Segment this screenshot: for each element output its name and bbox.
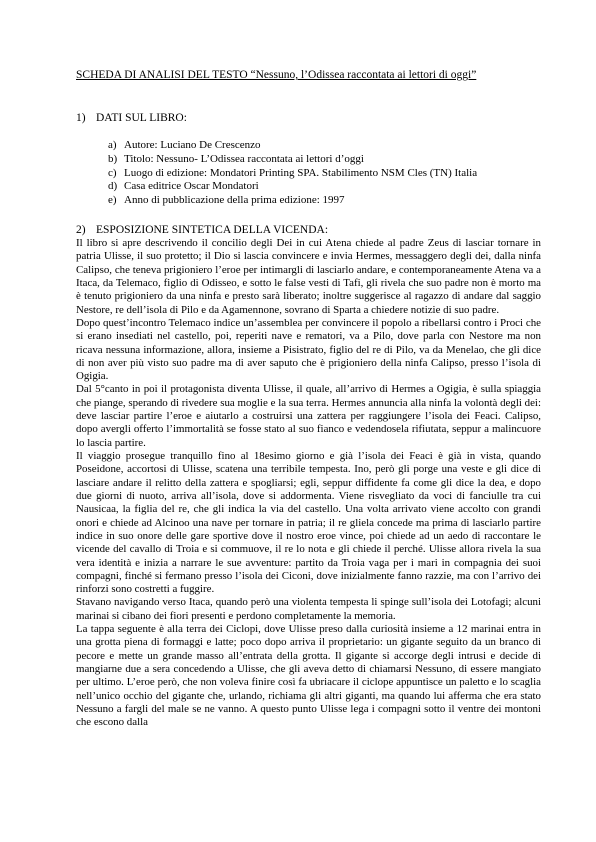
paragraph: La tappa seguente è alla terra dei Ciclopi, dove Ulisse preso dalla curiosità insieme a 12 marinai entra in una grotta piena di formaggi e latte; poco dopo arriva il proprietario: un gigante seguito da un branco di pecore e mette un grande masso all’entrata della grotta. Il gigante si accorge degli intrusi e decide di mangiarne due a sera concedendo a Ulisse, che gli aveva detto di chiamarsi Nessuno, di essere mangiato per ultimo. L’eroe però, che non voleva finire così fa ubriacare il ciclope appuntisce un paletto e lo scaglia nell’unico occhio del gigante che, urlando, richiama gli altri giganti, ma quando lui afferma che era stato Nessuno a fargli del male se ne vanno. A questo punto Ulisse lega i compagni sotto il ventre dei montoni che escono dalla [76, 623, 541, 729]
paragraph: Il viaggio prosegue tranquillo fino al 18esimo giorno e già l’isola dei Feaci è già in vista, quando Poseidone, accortosi di Ulisse, scatena una terribile tempesta. Ino, però gli porge una veste e gli dice di lasciare andare il relitto della zattera e spogliarsi; egli, seppur diffidente fa come gli dice la dea, e dopo due giorni di nuoto, arriva all’isola, dove si addormenta. Viene risvegliato da voci di fanciulle tra cui Nausicaa, la figlia del re, che gli indica la via del castello. Una volta arrivato viene accolto con grandi onori e chiede ad Alcinoo una nave per tornare in patria; il re gliela concede ma prima di lasciarlo partire indice in suo onore delle gare sportive dove il nostro eroe vince, poi chiede ad un aedo di raccontare le vicende del cavallo di Troia e si commuove, il re lo nota e gli chiede il perché. Ulisse allora rivela la sua vera identità e inizia a narrare le sue avventure: partito da Troia vaga per i mari in compagnia dei suoi compagni, finché si fermano presso l’isola dei Ciconi, dove inizialmente fanno razzie, ma con l’arrivo dei rinforzi sono costretti a fuggire. [76, 450, 541, 596]
section-heading-text: ESPOSIZIONE SINTETICA DELLA VICENDA: [96, 224, 329, 236]
section-number: 1) [76, 112, 86, 124]
list-item-text: Luogo di edizione: Mondatori Printing SPA. Stabilimento NSM Cles (TN) Italia [124, 166, 478, 179]
list-letter: b) [108, 152, 118, 165]
list-item [108, 167, 477, 181]
list-item [108, 180, 477, 194]
section-heading-book-data [76, 112, 187, 124]
list-letter: c) [108, 166, 117, 179]
list-item [108, 139, 477, 153]
paragraph: Dal 5°canto in poi il protagonista diventa Ulisse, il quale, all’arrivo di Hermes a Ogigia, è sulla spiaggia che piange, sperando di rivedere sua moglie e la sua terra. Hermes annuncia alla ninfa la volontà degli dei: deve lasciar partire l’eroe e aiutarlo a costruirsi una zattera per raggiungere l’isola dei Feaci. Calipso, dopo avergli offerto l’immortalità se fosse stato al suo fianco e vedendosela rifiutata, seppur a malincuore lo lascia partire. [76, 383, 541, 449]
list-item-text: Titolo: Nessuno- L’Odissea raccontata ai lettori d’oggi [124, 152, 364, 165]
list-letter: d) [108, 180, 118, 193]
list-letter: e) [108, 194, 117, 207]
list-item [108, 153, 477, 167]
list-item-text: Casa editrice Oscar Mondatori [124, 180, 259, 193]
section-heading-text: DATI SUL LIBRO: [96, 112, 187, 124]
section-number: 2) [76, 224, 86, 236]
document-title: SCHEDA DI ANALISI DEL TESTO “Nessuno, l’Odissea raccontata ai lettori di oggi” [76, 69, 477, 81]
list-item-text: Anno di pubblicazione della prima edizione: 1997 [124, 194, 345, 207]
book-data-list [108, 139, 477, 208]
paragraph: Il libro si apre descrivendo il concilio degli Dei in cui Atena chiede al padre Zeus di lasciar tornare in patria Ulisse, il suo protetto; il Dio si lascia convincere e invia Hermes, messaggero degli dei, dalla ninfa Calipso, che teneva prigioniero l’eroe per intimargli di lasciarlo andare, e contemporaneamente Atena va a Itaca, da Telemaco, figlio di Odisseo, e sotto le false vesti di Tafi, gli rivela che suo padre non è morto ma è tenuto prigioniero da una ninfa e presto sarà liberato; inoltre suggerisce al ragazzo di andare dal saggio Nestore, re dell’isola di Pilo e da Agamennone, sovrano di Sparta a chiedere notizie di suo padre. [76, 237, 541, 316]
list-letter: a) [108, 139, 117, 151]
list-item [108, 194, 477, 208]
summary-body [76, 237, 541, 730]
paragraph: Dopo quest’incontro Telemaco indice un’assemblea per convincere il popolo a ribellarsi contro i Proci che si erano insediati nel castello, poi, reperiti nave e rematori, va a Pilo, dove parla con Nestore ma non ricava nessuna informazione, allora, insieme a Pisistrato, figlio del re di Pilo, va da Menelao, che gli dice di non aver più visto suo padre ma di aver saputo che è prigioniero della ninfa Calipso, presso l’isola di Ogigia. [76, 316, 541, 383]
list-item-text: Autore: Luciano De Crescenzo [124, 139, 261, 151]
section-heading-summary [76, 224, 328, 236]
paragraph: Stavano navigando verso Itaca, quando però una violenta tempesta li spinge sull’isola dei Lotofagi; alcuni marinai si cibano dei fiori presenti e perdono completamente la memoria. [76, 596, 541, 622]
